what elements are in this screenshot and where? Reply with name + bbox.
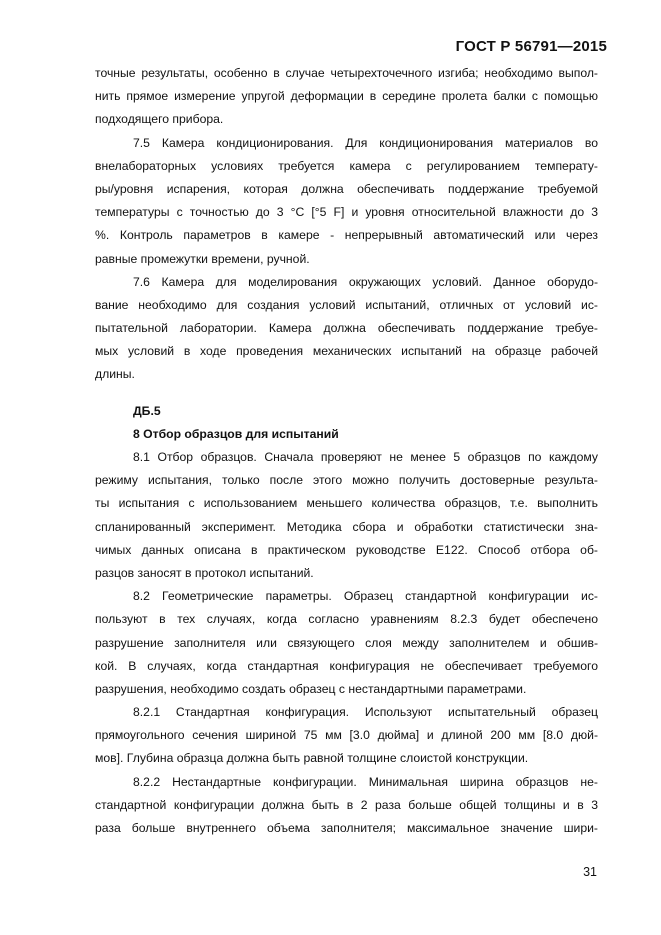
text-line: режиму испытания, только после этого можно получить достоверные результа- xyxy=(95,473,598,488)
text-line: 8.2.1 Стандартная конфигурация. Используют испытательный образец xyxy=(133,705,598,720)
text-line: температуры с точностью до 3 °C [°5 F] и уровня относительной влажности до 3 xyxy=(95,205,598,220)
text-line: длины. xyxy=(95,367,135,382)
paragraph xyxy=(95,132,598,271)
text-line: вание необходимо для создания условий испытаний, отличных от условий ис- xyxy=(95,297,598,312)
text-line: 8.1 Отбор образцов. Сначала проверяют не менее 5 образцов по каждому xyxy=(133,450,598,464)
text-line: пользуют в тех случаях, когда согласно уравнениям 8.2.3 будет обеспечено xyxy=(95,612,598,627)
section-heading: 8 Отбор образцов для испытаний xyxy=(133,426,339,441)
paragraph xyxy=(95,271,598,387)
text-line: 7.5 Камера кондиционирования. Для кондиционирования материалов во xyxy=(133,135,598,150)
text-line: спланированный эксперимент. Методика сбора и обработки статистически зна- xyxy=(95,519,598,534)
section-heading: ДБ.5 xyxy=(133,403,161,418)
text-line: прямоугольного сечения шириной 75 мм [3.0 дюйма] и длиной 200 мм [8.0 дюй- xyxy=(95,728,598,743)
text-line: разрушения, необходимо создать образец с нестандартными параметрами. xyxy=(95,681,527,696)
text-line: раза больше внутреннего объема заполнителя; максимальное значение шири- xyxy=(95,821,598,835)
text-line: ры/уровня испарения, которая должна обеспечивать поддержание требуемой xyxy=(95,181,598,196)
text-line: кой. В случаях, когда стандартная конфигурация не обеспечивает требуемого xyxy=(95,658,598,673)
text-line: разцов заносят в протокол испытаний. xyxy=(95,565,314,580)
text-line: разрушение заполнителя или связующего слоя между заполнителем и обшив- xyxy=(95,635,598,650)
paragraph xyxy=(95,701,598,771)
text-line: мых условий в ходе проведения механических испытаний на образце рабочей xyxy=(95,344,598,359)
paragraph xyxy=(95,585,598,701)
page-number: 31 xyxy=(583,865,597,879)
text-line: %. Контроль параметров в камере - непрерывный автоматический или через xyxy=(95,228,598,243)
page-body xyxy=(95,62,598,840)
section-gap xyxy=(95,387,598,400)
text-line: подходящего прибора. xyxy=(95,112,224,127)
paragraph xyxy=(95,62,598,132)
paragraph xyxy=(95,771,598,841)
text-line: мов]. Глубина образца должна быть равной толщине слоистой конструкции. xyxy=(95,751,529,766)
text-line: 8.2.2 Нестандартные конфигурации. Минимальная ширина образцов не- xyxy=(133,774,598,789)
text-line: ты испытания с использованием меньшего количества образцов, т.е. выполнить xyxy=(95,496,598,511)
paragraph xyxy=(95,446,598,585)
text-line: чимых данных описана в практическом руководстве E122. Способ отбора об- xyxy=(95,542,598,557)
text-line: стандартной конфигурации должна быть в 2 раза больше общей толщины и в 3 xyxy=(95,797,598,812)
text-line: равные промежутки времени, ручной. xyxy=(95,251,310,266)
text-line: нить прямое измерение упругой деформации в середине пролета балки с помощью xyxy=(95,89,598,104)
text-line: 8.2 Геометрические параметры. Образец стандартной конфигурации ис- xyxy=(133,589,598,604)
text-line: точные результаты, особенно в случае четырехточечного изгиба; необходимо выпол- xyxy=(95,66,598,80)
page-header: ГОСТ Р 56791—2015 xyxy=(455,38,607,55)
text-line: внелабораторных условиях требуется камера с регулированием температу- xyxy=(95,158,598,173)
text-line: пытательной лаборатории. Камера должна обеспечивать поддержание требуе- xyxy=(95,321,598,336)
text-line: 7.6 Камера для моделирования окружающих условий. Данное оборудо- xyxy=(133,274,598,289)
